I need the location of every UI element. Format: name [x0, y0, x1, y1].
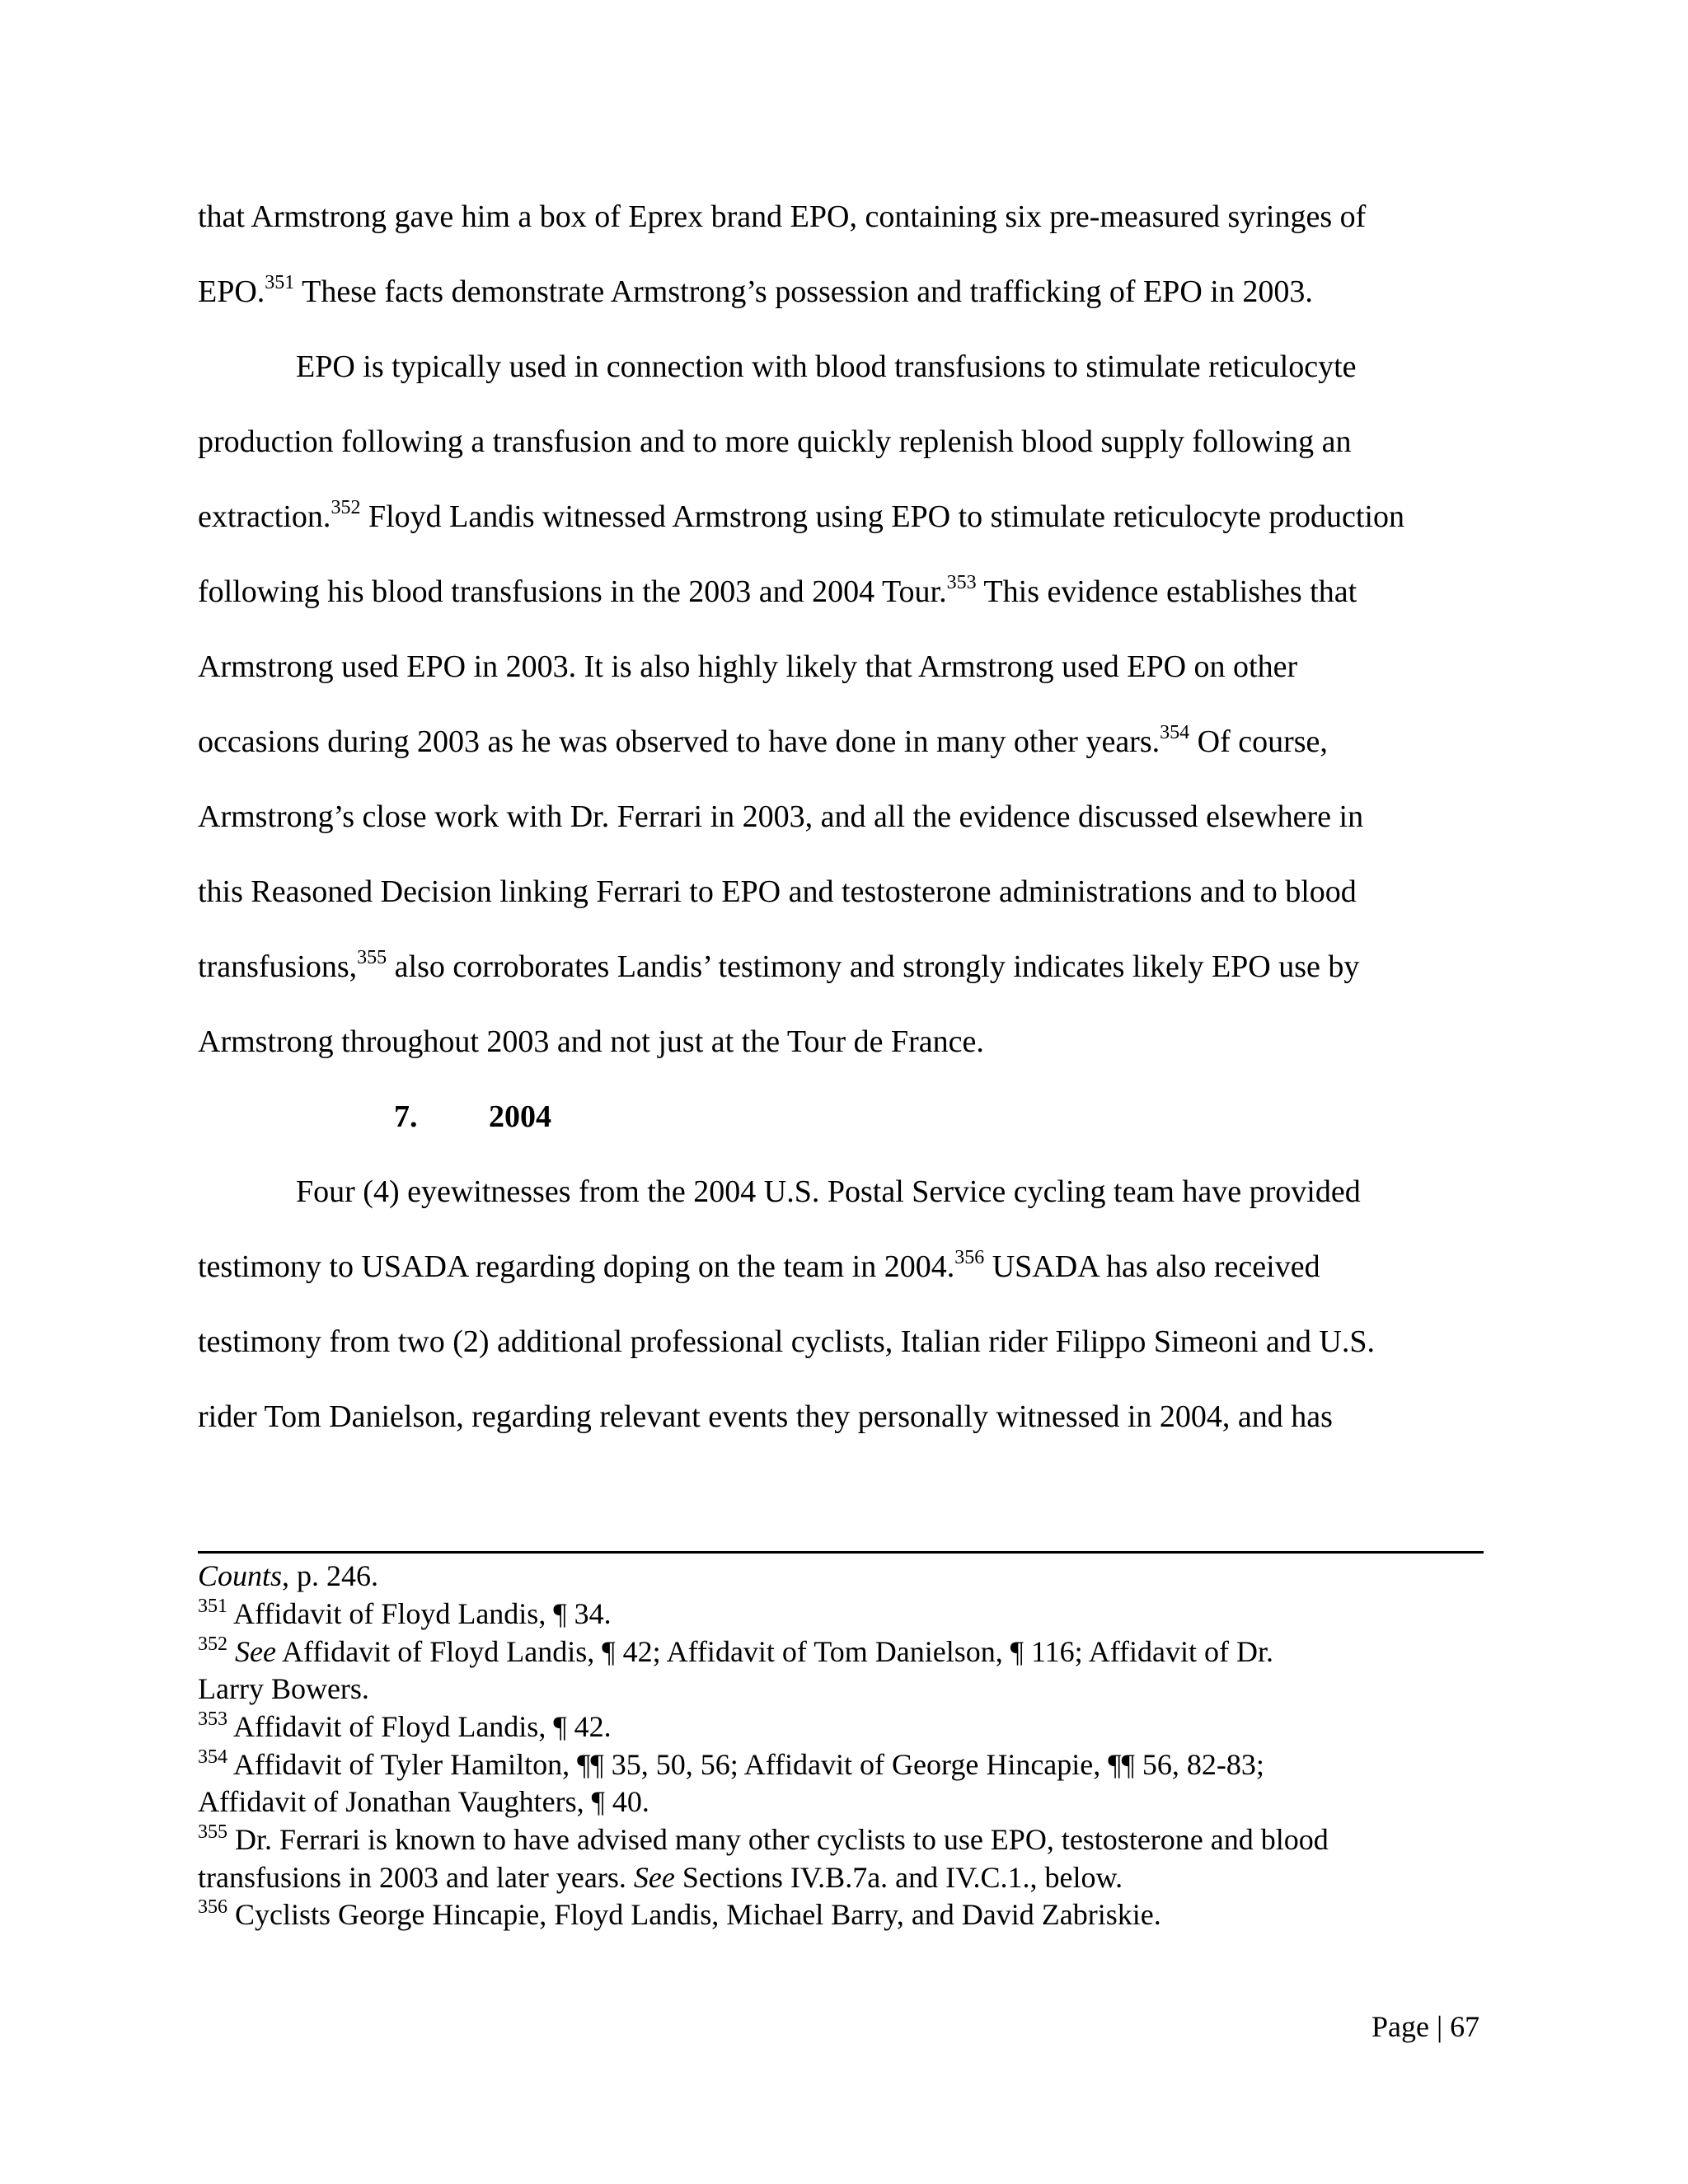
footnote-ref[interactable]: 351 — [265, 272, 295, 293]
body-line: production following a transfusion and to more quickly replenish blood supply following an — [198, 424, 1352, 459]
footnote-continuation: Counts, p. 246. — [198, 1559, 379, 1592]
body-line: testimony to USADA regarding doping on the team in 2004.$^{356}$ USADA has also received — [198, 1247, 1320, 1284]
footnote-ref[interactable]: 356 — [954, 1247, 985, 1268]
footnote-354: $^{354}$ Affidavit of Tyler Hamilton, ¶¶ 35, 50, 56; Affidavit of George Hincapie, ¶¶ 56, 82-83; — [198, 1746, 1264, 1781]
body-line: this Reasoned Decision linking Ferrari to EPO and testosterone administrations and to blood — [198, 874, 1357, 909]
footnote-ref[interactable]: 353 — [946, 572, 977, 593]
body-line: that Armstrong gave him a box of Eprex brand EPO, containing six pre-measured syringes of — [198, 199, 1367, 234]
body-line: extraction.$^{352}$ Floyd Landis witnessed Armstrong using EPO to stimulate reticulocyte production — [198, 497, 1404, 534]
footnote-355-cont: transfusions in 2003 and later years. See Sections IV.B.7a. and IV.C.1., below. — [198, 1861, 1123, 1894]
footnote-353: $^{353}$ Affidavit of Floyd Landis, ¶ 42. — [198, 1708, 612, 1743]
footnote-ref[interactable]: 355 — [357, 947, 387, 968]
body-line: EPO.$^{351}$ These facts demonstrate Armstrong’s possession and trafficking of EPO in 2003. — [198, 272, 1313, 309]
body-line: rider Tom Danielson, regarding relevant events they personally witnessed in 2004, and has — [198, 1399, 1333, 1434]
footnote-354-cont: Affidavit of Jonathan Vaughters, ¶ 40. — [198, 1785, 649, 1818]
section-number: 7. — [394, 1099, 418, 1134]
footnote-352: $^{352}$ See Affidavit of Floyd Landis, ¶ 42; Affidavit of Tom Danielson, ¶ 116; Affidavit of Dr. — [198, 1633, 1273, 1668]
section-title: 2004 — [489, 1099, 551, 1134]
footnote-352-cont: Larry Bowers. — [198, 1672, 369, 1705]
body-line: Armstrong throughout 2003 and not just at the Tour de France. — [198, 1024, 984, 1059]
body-line: following his blood transfusions in the 2003 and 2004 Tour.$^{353}$ This evidence establishes that — [198, 572, 1357, 609]
body-line: Armstrong’s close work with Dr. Ferrari in 2003, and all the evidence discussed elsewhere in — [198, 799, 1364, 834]
footnote-351: $^{351}$ Affidavit of Floyd Landis, ¶ 34. — [198, 1596, 612, 1630]
body-line: Four (4) eyewitnesses from the 2004 U.S. Postal Service cycling team have provided — [296, 1174, 1361, 1209]
page-number: Page | 67 — [1372, 2010, 1480, 2043]
body-line: testimony from two (2) additional professional cyclists, Italian rider Filippo Simeoni and U.S. — [198, 1324, 1375, 1359]
body-line: Armstrong used EPO in 2003. It is also highly likely that Armstrong used EPO on other — [198, 649, 1298, 684]
footnote-356: $^{356}$ Cyclists George Hincapie, Floyd Landis, Michael Barry, and David Zabriskie. — [198, 1896, 1161, 1931]
body-line: occasions during 2003 as he was observed to have done in many other years.$^{354}$ Of course, — [198, 722, 1328, 759]
footnote-ref[interactable]: 354 — [1160, 722, 1190, 743]
footnote-divider — [198, 1551, 1484, 1554]
footnote-ref[interactable]: 352 — [331, 497, 361, 518]
footnote-355: $^{355}$ Dr. Ferrari is known to have advised many other cyclists to use EPO, testosterone and blood — [198, 1821, 1329, 1856]
body-line: EPO is typically used in connection with blood transfusions to stimulate reticulocyte — [296, 349, 1357, 384]
body-line: transfusions,$^{355}$ also corroborates Landis’ testimony and strongly indicates likely EPO use by — [198, 947, 1360, 984]
